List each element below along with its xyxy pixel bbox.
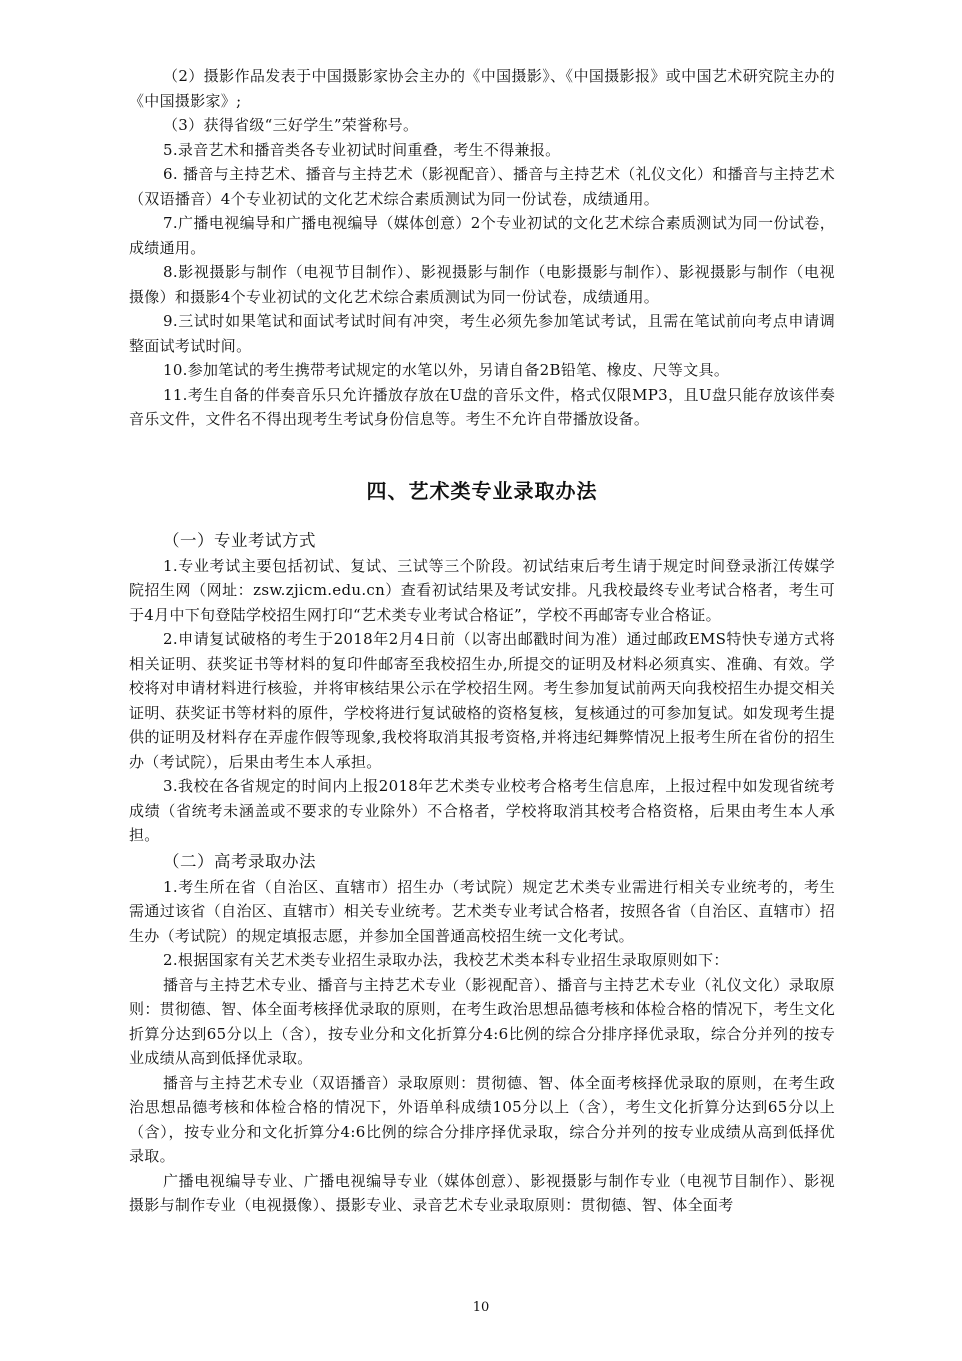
page-number: 10: [472, 1300, 490, 1315]
admission-method-paragraph: 1.考生所在省（自治区、直辖市）招生办（考试院）规定艺术类专业需进行相关专业统考的，考生需通过该省（自治区、直辖市）相关专业统考。艺术类专业考试合格者，按照各省（自治区、直辖市）招生办（考试院）的规定填报志愿，并参加全国普通高校招生统一文化考试。: [129, 877, 835, 945]
admission-method-paragraph: 2.根据国家有关艺术类专业招生录取办法，我校艺术类本科专业招生录取原则如下：: [163, 951, 729, 969]
note-paragraph: 10.参加笔试的考生携带考试规定的水笔以外，另请自备2B铅笔、橡皮、尺等文具。: [163, 361, 730, 379]
admission-method-paragraph: 广播电视编导专业、广播电视编导专业（媒体创意）、影视摄影与制作专业（电视节目制作）、影视摄影与制作专业（电视摄像）、摄影专业、录音艺术专业录取原则：贯彻德、智、体全面考: [129, 1171, 835, 1214]
exam-method-section: [129, 554, 835, 848]
note-paragraph: 9.三试时如果笔试和面试考试时间有冲突，考生必须先参加笔试考试，且需在笔试前向考点申请调整面试考试时间。: [129, 312, 835, 355]
note-paragraph: 5.录音艺术和播音类各专业初试时间重叠，考生不得兼报。: [163, 140, 561, 159]
admission-method-paragraph: 播音与主持艺术专业、播音与主持艺术专业（影视配音）、播音与主持艺术专业（礼仪文化）录取原则：贯彻德、智、体全面考核择优录取的原则，在考生政治思想品德考核和体检合格的情况下，考生文化折算分达到65分以上（含），按专业分和文化折算分4:6比例的综合分排序择优录取，综合分并列的按专业成绩从高到低择优录取。: [129, 975, 835, 1067]
note-paragraph: 8.影视摄影与制作（电视节目制作）、影视摄影与制作（电影摄影与制作）、影视摄影与制作（电视摄像）和摄影4个专业初试的文化艺术综合素质测试为同一份试卷，成绩通用。: [129, 263, 835, 306]
page-content: [129, 64, 835, 1218]
admission-method-paragraph: 播音与主持艺术专业（双语播音）录取原则：贯彻德、智、体全面考核择优录取的原则，在考生政治思想品德考核和体检合格的情况下，外语单科成绩105分以上（含），考生文化折算分达到65分以上（含），按专业分和文化折算分4:6比例的综合分排序择优录取，综合分并列的按专业成绩从高到低择优录取。: [129, 1073, 835, 1165]
note-paragraph: （2）摄影作品发表于中国摄影家协会主办的《中国摄影》、《中国摄影报》或中国艺术研究院主办的《中国摄影家》;: [129, 67, 835, 110]
note-paragraph: 6. 播音与主持艺术、播音与主持艺术（影视配音）、播音与主持艺术（礼仪文化）和播音与主持艺术（双语播音）4个专业初试的文化艺术综合素质测试为同一份试卷，成绩通用。: [129, 165, 835, 208]
admission-method-section: [129, 875, 835, 1218]
note-paragraph: （3）获得省级“三好学生”荣誉称号。: [163, 116, 419, 134]
section-heading: 四、艺术类专业录取办法: [366, 478, 598, 503]
note-paragraph: 7.广播电视编导和广播电视编导（媒体创意）2个专业初试的文化艺术综合素质测试为同一份试卷，成绩通用。: [129, 214, 835, 257]
subsection-heading-admission-method: （二）高考录取办法: [163, 851, 316, 871]
subsection-heading-exam-method: （一）专业考试方式: [163, 530, 316, 550]
exam-method-paragraph: 1.专业考试主要包括初试、复试、三试等三个阶段。初试结束后考生请于规定时间登录浙江传媒学院招生网（网址：zsw.zjicm.edu.cn）查看初试结果及考试安排。凡我校最终专业考试合格者，考生可于4月中下旬登陆学校招生网打印“艺术类专业考试合格证”，学校不再邮寄专业合格证。: [129, 556, 835, 624]
admission-notes: [129, 64, 835, 432]
exam-method-paragraph: 3.我校在各省规定的时间内上报2018年艺术类专业校考合格考生信息库，上报过程中如发现省统考成绩（省统考未涵盖或不要求的专业除外）不合格者，学校将取消其校考合格资格，后果由考生本人承担。: [129, 777, 835, 844]
exam-method-paragraph: 2.申请复试破格的考生于2018年2月4日前（以寄出邮戳时间为准）通过邮政EMS特快专递方式将相关证明、获奖证书等材料的复印件邮寄至我校招生办,所提交的证明及材料必须真实、准确、有效。学校将对申请材料进行核验，并将审核结果公示在学校招生网。考生参加复试前两天向我校招生办提交相关证明、获奖证书等材料的原件，学校将进行复试破格的资格复核，复核通过的可参加复试。如发现考生提供的证明及材料存在弄虚作假等现象,我校将取消其报考资格,并将违纪舞弊情况上报考生所在省份的招生办（考试院），后果由考生本人承担。: [129, 630, 835, 771]
note-paragraph: 11.考生自备的伴奏音乐只允许播放存放在U盘的音乐文件，格式仅限MP3，且U盘只能存放该伴奏音乐文件，文件名不得出现考生考试身份信息等。考生不允许自带播放设备。: [129, 385, 835, 428]
